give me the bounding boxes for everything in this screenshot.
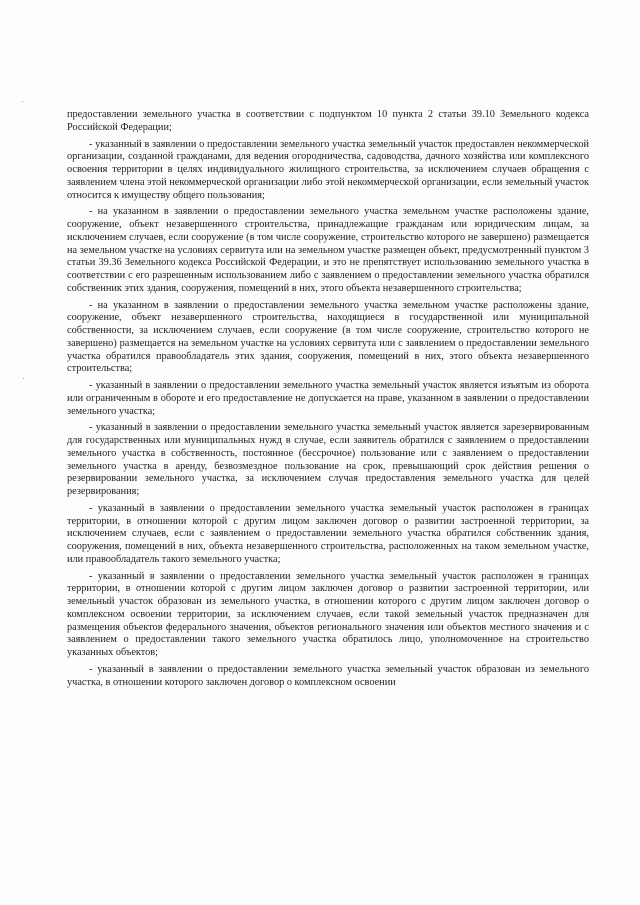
paragraph-complex-development: - указанный в заявлении о предоставлении земельного участка земельный участок расположен в границах территории, в отношении которой с другим лицом заключен договор о развитии застроенной территории, или земельный участок образован из земельного участка, в отношении которого с другим лицом заключен договор о комплексном освоении территории, за исключением случаев, если такой земельный участок предназначен для размещения объектов федерального значения, объектов регионального значения или объектов местного значения и с заявлением о предоставлении такого земельного участка обратилось лицо, уполномоченное на строительство указанных объектов; [67, 570, 589, 658]
paragraph-buildings-private: - на указанном в заявлении о предоставлении земельного участка земельном участке расположены здание, сооружение, объект незавершенного строительства, принадлежащие гражданам или юридическим лицам, за исключением случаев, если сооружение (в том числе сооружение, строительство которого не завершено) размещается на земельном участке на условиях сервитута или на земельном участке размещен объект, предусмотренный пунктом 3 статьи 39.36 Земельного кодекса Российской Федерации, и это не препятствует использованию земельного участка в соответствии с его разрешенным использованием либо с заявлением о предоставлении земельного участка обратился собственник этих здания, сооружения, помещений в них, этого объекта незавершенного строительства; [67, 206, 589, 294]
scan-speck [23, 378, 24, 379]
paragraph-reserved-land: - указанный в заявлении о предоставлении земельного участка земельный участок является зарезервированным для государственных или муниципальных нужд в случае, если заявитель обратился с заявлением о предоставлении земельного участка в собственность, постоянное (бессрочное) пользование или с заявлением о предоставлении земельного участка в аренду, безвозмездное пользование на срок, превышающий срок действия решения о резервировании земельного участка, за исключением случая предоставления земельного участка для целей резервирования; [67, 422, 589, 497]
paragraph-buildings-public: - на указанном в заявлении о предоставлении земельного участка земельном участке расположены здание, сооружение, объект незавершенного строительства, находящиеся в государственной или муниципальной собственности, за исключением случаев, если сооружение (в том числе сооружение, строительство которого не завершено) размещается на земельном участке на условиях сервитута или с заявлением о предоставлении земельного участка обратился правообладатель этих здания, сооружения, помещений в них, этого объекта незавершенного строительства; [67, 299, 589, 375]
paragraph-withdrawn-from-circulation: - указанный в заявлении о предоставлении земельного участка земельный участок является изъятым из оборота или ограниченным в обороте и его предоставление не допускается на праве, указанном в заявлении о предоставлении земельного участка; [67, 380, 589, 417]
paragraph-continuation: предоставлении земельного участка в соответствии с подпунктом 10 пункта 2 статьи 39.10 Земельного кодекса Российской Федерации; [67, 109, 589, 133]
paragraph-nonprofit-organization: - указанный в заявлении о предоставлении земельного участка земельный участок предоставлен некоммерческой организации, созданной гражданами, для ведения огородничества, садоводства, дачного хозяйства или комплексного освоения территории в целях индивидуального жилищного строительства, за исключением случаев обращения с заявлением члена этой некоммерческой организации либо этой некоммерческой организации, если земельный участок относится к имуществу общего пользования; [67, 138, 589, 201]
scan-speck [22, 101, 23, 102]
document-body [67, 109, 589, 689]
paragraph-formed-from-plot: - указанный в заявлении о предоставлении земельного участка земельный участок образован из земельного участка, в отношении которого заключен договор о комплексном освоении [67, 663, 589, 688]
paragraph-developed-territory: - указанный в заявлении о предоставлении земельного участка земельный участок расположен в границах территории, в отношении которой с другим лицом заключен договор о развитии застроенной территории, за исключением случаев, если с заявлением о предоставлении земельного участка обратился собственник здания, сооружения, помещений в них, объекта незавершенного строительства, расположенных на таком земельном участке, или правообладатель такого земельного участка; [67, 502, 589, 565]
